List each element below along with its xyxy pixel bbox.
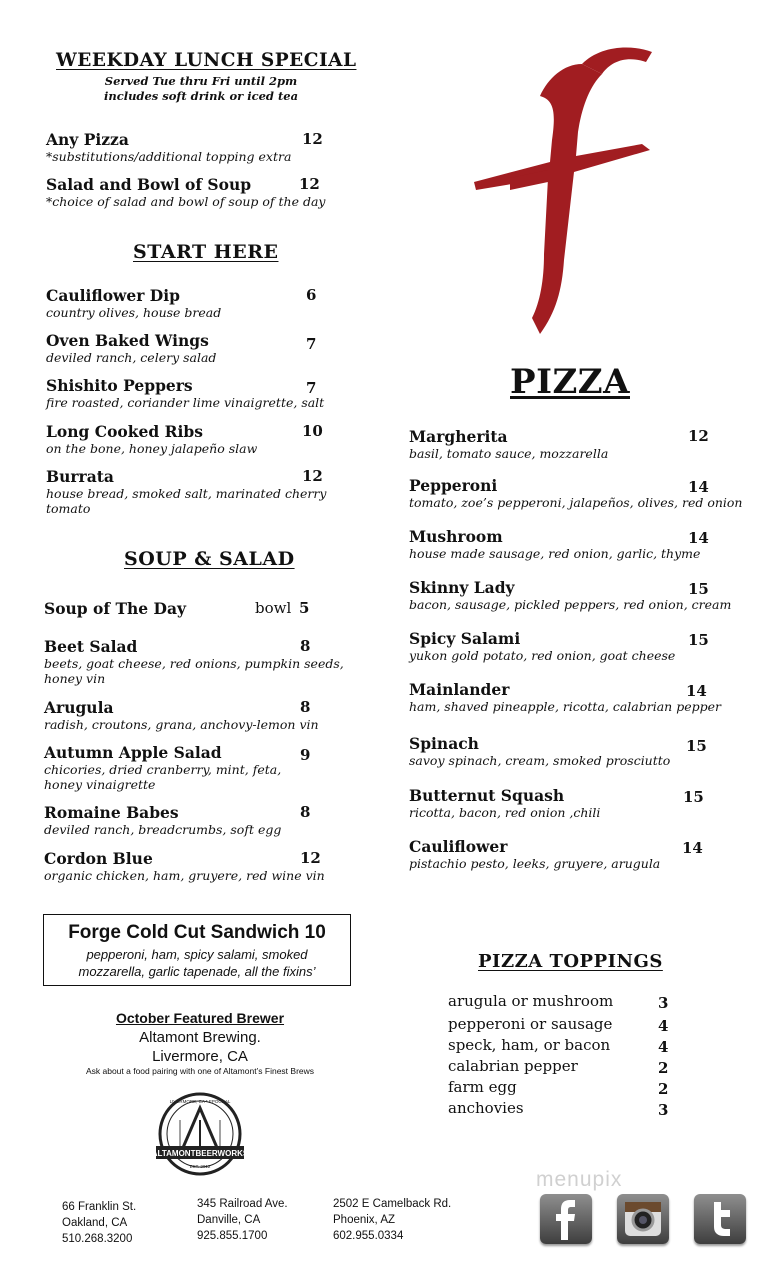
soup-title: SOUP & SALAD (124, 548, 295, 570)
start-item: Shishito Peppers fire roasted, coriander lime vinaigrette, salt 7 (46, 376, 325, 410)
pizza-item: Mainlander ham, shaved pineapple, ricotta, calabrian pepper 14 (409, 680, 721, 714)
topping-item: speck, ham, or bacon 4 (448, 1036, 669, 1056)
pizza-item: Cauliflower pistachio pesto, leeks, gruyere, arugula 14 (409, 837, 703, 871)
pizza-item: Pepperoni tomato, zoe’s pepperoni, jalapeños, olives, red onion 14 (409, 476, 743, 510)
instagram-icon[interactable] (617, 1194, 669, 1244)
pizza-item: Margherita basil, tomato sauce, mozzarella 12 (409, 427, 709, 461)
brewery-logo-text: ALTAMONTBEERWORKS (151, 1149, 249, 1158)
lunch-title: WEEKDAY LUNCH SPECIAL (56, 50, 357, 71)
brewer-name: Altamont Brewing. (139, 1029, 261, 1046)
topping-item: pepperoni or sausage 4 (448, 1015, 669, 1035)
forge-f-logo (470, 40, 660, 340)
twitter-icon[interactable] (694, 1194, 746, 1244)
salad-item: Cordon Blue organic chicken, ham, gruyere, red wine vin 12 (44, 849, 325, 883)
salad-item: Arugula radish, croutons, grana, anchovy-lemon vin 8 (44, 698, 319, 732)
lunch-subtitle-1: Served Tue thru Fri until 2pm (104, 74, 298, 88)
sandwich-box (43, 914, 351, 986)
location-oakland: 66 Franklin St. Oakland, CA 510.268.3200 (62, 1201, 137, 1245)
start-item: Long Cooked Ribs on the bone, honey jalapeño slaw 10 (46, 422, 323, 456)
brewer-city: Livermore, CA (152, 1048, 248, 1065)
pizza-item: Skinny Lady bacon, sausage, pickled peppers, red onion, cream 15 (409, 578, 732, 612)
salad-item: Romaine Babes deviled ranch, breadcrumbs, soft egg 8 (44, 803, 311, 837)
pizza-title: PIZZA (510, 362, 630, 402)
soup-of-the-day: Soup of The Day bowl 5 (44, 599, 310, 618)
toppings-title: PIZZA TOPPINGS (478, 951, 663, 972)
pizza-item: Butternut Squash ricotta, bacon, red onion ,chili 15 (409, 786, 704, 820)
start-item: Oven Baked Wings deviled ranch, celery salad 7 (46, 331, 317, 365)
pizza-item: Mushroom house made sausage, red onion, garlic, thyme 14 (409, 527, 709, 561)
pizza-item: Spicy Salami yukon gold potato, red onion, goat cheese 15 (409, 629, 709, 663)
brewery-logo-est: EST. 2012 (189, 1164, 211, 1169)
salad-item: Beet Salad beets, goat cheese, red onions, pumpkin seeds, honey vin 8 (44, 637, 344, 686)
brewer-title: October Featured Brewer (115, 1010, 285, 1026)
topping-item: farm egg 2 (448, 1078, 669, 1098)
brewery-logo (150, 1090, 250, 1182)
topping-item: arugula or mushroom 3 (448, 992, 669, 1012)
salad-item: Autumn Apple Salad chicories, dried cranberry, mint, feta, honey vinaigrette 9 (44, 743, 311, 792)
brewer-note: Ask about a food pairing with one of Altamont’s Finest Brews (85, 1066, 315, 1076)
pizza-item: Spinach savoy spinach, cream, smoked prosciutto 15 (409, 734, 707, 768)
lunch-item: Any Pizza *substitutions/additional topping extra 12 (46, 130, 323, 164)
start-item: Burrata house bread, smoked salt, marinated cherry tomato 12 (46, 467, 327, 516)
location-danville: 345 Railroad Ave. Danville, CA 925.855.1700 (197, 1198, 288, 1242)
sandwich-desc: pepperoni, ham, spicy salami, smoked mozzarella, garlic tapenade, all the fixins’ (78, 947, 316, 979)
start-item: Cauliflower Dip country olives, house bread 6 (46, 286, 317, 320)
facebook-icon[interactable] (540, 1194, 592, 1244)
featured-brewer (40, 1010, 360, 1076)
sandwich-title: Forge Cold Cut Sandwich 10 (68, 922, 326, 943)
start-title: START HERE (133, 241, 279, 263)
brewery-logo-top: LIVERMORE, CA * EPOCHAL (169, 1099, 231, 1104)
lunch-item: Salad and Bowl of Soup *choice of salad and bowl of soup of the day 12 (46, 175, 326, 209)
menupix-watermark: menupix (536, 1168, 623, 1191)
location-phoenix: 2502 E Camelback Rd. Phoenix, AZ 602.955.0334 (333, 1198, 452, 1242)
topping-item: calabrian pepper 2 (448, 1057, 669, 1077)
topping-item: anchovies 3 (448, 1099, 669, 1119)
lunch-subtitle-2: includes soft drink or iced tea (103, 89, 299, 103)
